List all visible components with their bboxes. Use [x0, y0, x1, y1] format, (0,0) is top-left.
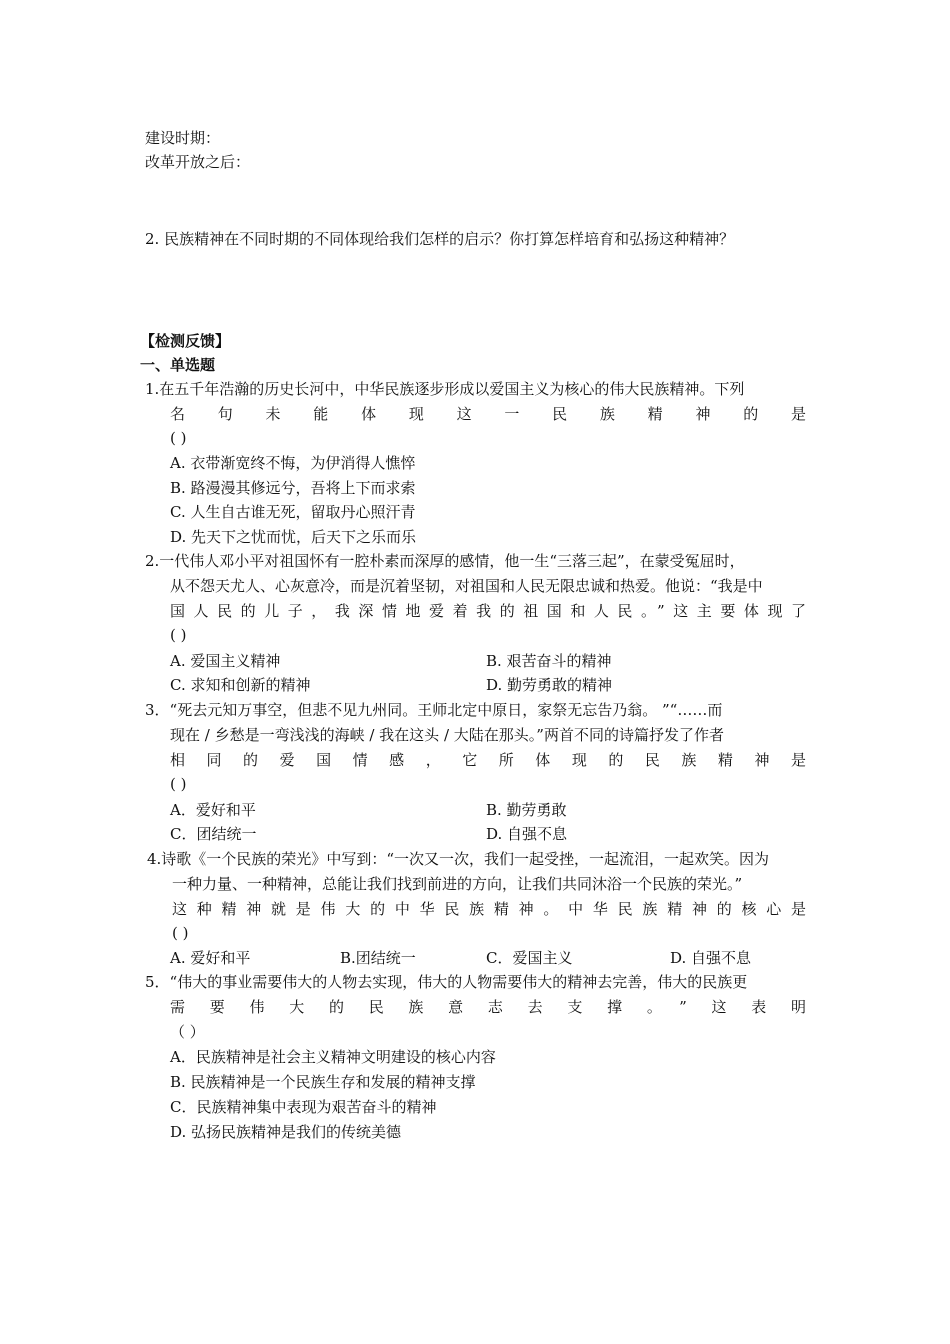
question-text: 2. 民族精神在不同时期的不同体现给我们怎样的启示？你打算怎样培育和弘扬这种精神？ [145, 230, 735, 248]
option-d: D. 自强不息 [486, 825, 568, 843]
option-c: C. 人生自古谁无死，留取丹心照汗青 [170, 503, 416, 521]
option-c: C．爱国主义 [486, 949, 573, 967]
question-text: 需要伟大的民族意志去支撑。”这表明 [170, 998, 806, 1016]
question-text: 相同的爱国情感，它所体现的民族精神是 [170, 751, 806, 769]
option-b: B. 民族精神是一个民族生存和发展的精神支撑 [170, 1073, 476, 1091]
option-a: A．爱好和平 [170, 801, 256, 819]
option-a: A. 爱好和平 [170, 949, 251, 967]
option-a: A．民族精神是社会主义精神文明建设的核心内容 [170, 1048, 496, 1066]
question-text: 名句未能体现这一民族精神的是 [170, 405, 806, 423]
question-text: 一种力量、一种精神，总能让我们找到前进的方向，让我们共同沐浴一个民族的荣光。” [172, 875, 743, 893]
answer-blank: （ ） [170, 1023, 205, 1041]
section-subtitle: 一、单选题 [140, 356, 216, 374]
option-d: D. 先天下之忧而忧，后天下之乐而乐 [170, 528, 417, 546]
option-b: B. 勤劳勇敢 [486, 801, 567, 819]
answer-blank: ( ) [170, 429, 187, 447]
question-text: 现在 / 乡愁是一弯浅浅的海峡 / 我在这头 / 大陆在那头。”两首不同的诗篇抒发了作者 [170, 726, 724, 744]
section-title: 【检测反馈】 [140, 332, 231, 350]
option-c: C．民族精神集中表现为艰苦奋斗的精神 [170, 1098, 437, 1116]
question-text: 4.诗歌《一个民族的荣光》中写到：“一次又一次，我们一起受挫，一起流泪，一起欢笑。因为 [147, 850, 769, 868]
text-line: 建设时期： [145, 129, 221, 147]
question-text: 5．“伟大的事业需要伟大的人物去实现，伟大的人物需要伟大的精神去完善，伟大的民族更 [145, 973, 748, 991]
answer-blank: ( ) [172, 924, 189, 942]
option-b: B.团结统一 [340, 949, 416, 967]
option-a: A. 衣带渐宽终不悔，为伊消得人憔悴 [170, 454, 416, 472]
option-d: D. 弘扬民族精神是我们的传统美德 [170, 1123, 402, 1141]
answer-blank: ( ) [170, 775, 187, 793]
question-text: 1.在五千年浩瀚的历史长河中，中华民族逐步形成以爱国主义为核心的伟大民族精神。下列 [145, 380, 745, 398]
text-line: 改革开放之后： [145, 153, 251, 171]
option-d: D. 勤劳勇敢的精神 [486, 676, 613, 694]
question-text: 3．“死去元知万事空，但悲不见九州同。王师北定中原日，家祭无忘告乃翁。 ”“……而 [145, 701, 723, 719]
question-text: 国人民的儿子，我深情地爱着我的祖国和人民。”这主要体现了 [170, 602, 806, 620]
option-b: B. 艰苦奋斗的精神 [486, 652, 612, 670]
option-c: C. 求知和创新的精神 [170, 676, 311, 694]
answer-blank: ( ) [170, 626, 187, 644]
option-a: A. 爱国主义精神 [170, 652, 281, 670]
option-c: C．团结统一 [170, 825, 257, 843]
option-d: D. 自强不息 [670, 949, 752, 967]
question-text: 2.一代伟人邓小平对祖国怀有一腔朴素而深厚的感情，他一生“三落三起”，在蒙受冤屈时， [145, 552, 745, 570]
question-text: 这种精神就是伟大的中华民族精神。中华民族精神的核心是 [172, 900, 806, 918]
question-text: 从不怨天尤人、心灰意冷，而是沉着坚韧，对祖国和人民无限忠诚和热爱。他说：“我是中 [170, 577, 763, 595]
option-b: B. 路漫漫其修远兮，吾将上下而求索 [170, 479, 416, 497]
